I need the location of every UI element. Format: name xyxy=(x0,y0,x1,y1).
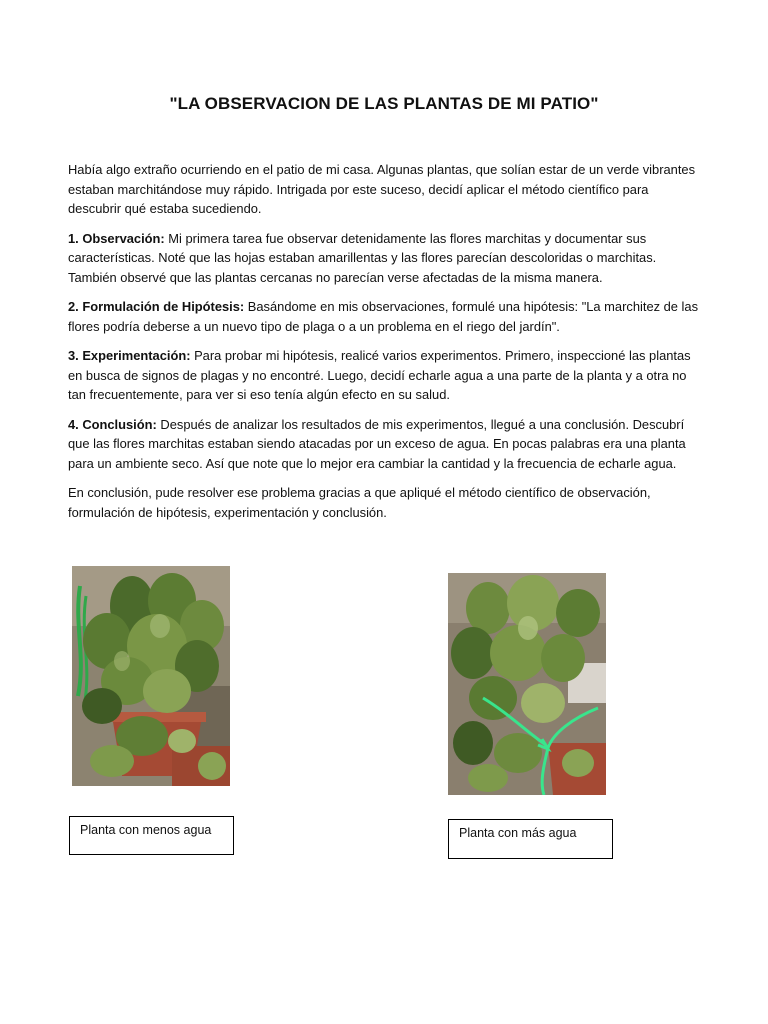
intro-paragraph: Había algo extraño ocurriendo en el patio de mi casa. Algunas plantas, que solían estar de un verde vibrantes estaban marchitándose muy rápido. Intrigada por este suceso, decidí aplicar el método científico para descubrir qué estaba sucediendo. xyxy=(68,162,696,216)
section-observacion xyxy=(68,229,700,288)
section-heading: 3. Experimentación: xyxy=(68,348,191,363)
section-heading: 2. Formulación de Hipótesis: xyxy=(68,299,245,314)
section-text: Para probar mi hipótesis, realicé varios experimentos. Primero, inspeccioné las plantas en busca de signos de plagas y no encontré. Luego, decidí echarle agua a una parte de la planta y a otra no tan frecuentemente, para ver si eso tenía algún efecto en su salud. xyxy=(68,348,691,402)
section-heading: 1. Observación: xyxy=(68,230,165,246)
section-text: Basándome en mis observaciones, formulé una hipótesis: "La marchitez de las flores podría deberse a un nuevo tipo de plaga o a un problema en el riego del jardín". xyxy=(68,299,699,334)
plant-photo-illustration xyxy=(72,566,230,786)
document-body xyxy=(68,160,700,532)
section-text: Después de analizar los resultados de mis experimentos, llegué a una conclusión. Descubrí que las flores marchitas estaban siendo atacadas por un exceso de agua. En pocas palabras era una planta para un ambiente seco. Así que note que lo mejor era cambiar la cantidad y la frecuencia de echarle agua. xyxy=(68,416,686,471)
section-heading: 4. Conclusión: xyxy=(68,416,157,432)
plant-photo-illustration xyxy=(448,573,606,795)
plant-photo-more-water xyxy=(448,573,606,795)
closing-paragraph: En conclusión, pude resolver ese problema gracias a que apliqué el método científico de observación, formulación de hipótesis, experimentación y conclusión. xyxy=(68,485,651,520)
page-title: "LA OBSERVACION DE LAS PLANTAS DE MI PATIO" xyxy=(169,94,599,113)
caption-less-water: Planta con menos agua xyxy=(69,816,234,855)
plant-photo-less-water xyxy=(72,566,230,786)
section-conclusion xyxy=(68,415,700,474)
caption-more-water: Planta con más agua xyxy=(448,819,613,859)
section-text: Mi primera tarea fue observar detenidamente las flores marchitas y documentar sus características. Noté que las hojas estaban amarillentas y las flores parecían descoloridas o marchitas. También observé que las plantas cercanas no parecían verse afectadas de la misma manera. xyxy=(68,230,657,285)
section-hipotesis xyxy=(68,297,700,336)
section-experimentacion xyxy=(68,346,700,405)
